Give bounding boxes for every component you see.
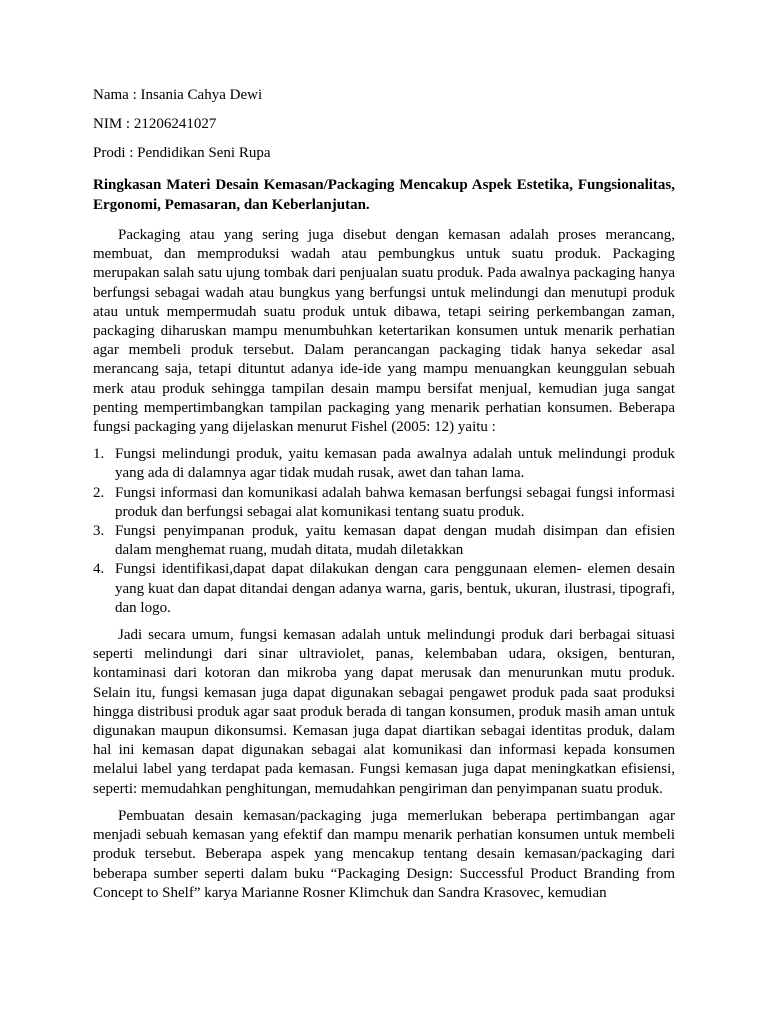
list-item xyxy=(93,484,675,522)
list-item xyxy=(93,445,675,483)
list-item-number: 4. xyxy=(93,561,105,578)
document-title: Ringkasan Materi Desain Kemasan/Packaging Mencakup Aspek Estetika, Fungsionalitas, Ergonomi, Pemasaran, dan Keberlanjutan. xyxy=(93,177,675,213)
list-item xyxy=(93,522,675,560)
packaging-functions-list xyxy=(93,445,675,618)
paragraph-intro: Packaging atau yang sering juga disebut dengan kemasan adalah proses merancang, membuat, dan memproduksi wadah atau pembungkus untuk suatu produk. Packaging merupakan salah satu ujung tombak dari penjualan suatu produk. Pada awalnya packaging hanya berfungsi sebagai wadah atau bungkus yang berfungsi untuk melindungi dan menutupi produk atau untuk mempermudah suatu produk untuk dibawa, tetapi seiring perkembangan zaman, packaging diharuskan mampu menumbuhkan ketertarikan konsumen untuk menarik perhatian agar membeli produk tersebut. Dalam perancangan packaging tidak hanya sekedar asal merancang saja, tetapi dituntut adanya ide-ide yang mampu menuangkan keunggulan sebuah merk atau produk sehingga tampilan desain mampu bersifat menjual, kemudian juga sangat penting mempertimbangkan tampilan packaging yang menarik perhatian konsumen. Beberapa fungsi packaging yang dijelaskan menurut Fishel (2005: 12) yaitu : xyxy=(93,227,675,436)
paragraph-design-aspects: Pembuatan desain kemasan/packaging juga memerlukan beberapa pertimbangan agar menjadi sebuah kemasan yang efektif dan mampu menarik perhatian konsumen untuk membeli produk tersebut. Beberapa aspek yang mencakup tentang desain kemasan/packaging dari beberapa sumber seperti dalam buku “Packaging Design: Successful Product Branding from Concept to Shelf” karya Marianne Rosner Klimchuk dan Sandra Krasovec, kemudian xyxy=(93,807,675,901)
study-program: Prodi : Pendidikan Seni Rupa xyxy=(93,145,271,161)
list-item-text: Fungsi melindungi produk, yaitu kemasan pada awalnya adalah untuk melindungi produk yang ada di dalamnya agar tidak mudah rusak, awet dan tahan lama. xyxy=(115,446,675,482)
document-page xyxy=(93,86,675,911)
list-item-number: 2. xyxy=(93,484,105,501)
list-item-number: 3. xyxy=(93,523,105,540)
list-item-number: 1. xyxy=(93,446,105,463)
list-item-text: Fungsi informasi dan komunikasi adalah bahwa kemasan berfungsi sebagai fungsi informasi produk dan berfungsi sebagai alat komunikasi tentang suatu produk. xyxy=(115,484,675,520)
list-item-text: Fungsi penyimpanan produk, yaitu kemasan dapat dengan mudah disimpan dan efisien dalam menghemat ruang, mudah ditata, mudah diletakkan xyxy=(115,523,675,559)
list-item xyxy=(93,560,675,618)
paragraph-summary: Jadi secara umum, fungsi kemasan adalah untuk melindungi produk dari berbagai situasi seperti melindungi dari sinar ultraviolet, panas, kelembaban udara, oksigen, benturan, kontaminasi dari kotoran dan mikroba yang dapat merusak dan menurunkan mutu produk. Selain itu, fungsi kemasan juga dapat digunakan sebagai pengawet produk pada saat produksi hingga distribusi produk agar saat produk berada di tangan konsumen, produk masih aman untuk digunakan maupun dikonsumsi. Kemasan juga dapat diartikan sebagai identitas produk, dalam hal ini kemasan dapat digunakan sebagai alat komunikasi dan informasi kepada konsumen melalui label yang terdapat pada kemasan. Fungsi kemasan juga dapat meningkatkan efisiensi, seperti: memudahkan penghitungan, memudahkan pengiriman dan penyimpanan suatu produk. xyxy=(93,627,675,797)
list-item-text: Fungsi identifikasi,dapat dapat dilakukan dengan cara penggunaan elemen- elemen desain yang kuat dan dapat ditandai dengan adanya warna, garis, bentuk, ukuran, ilustrasi, tipografi, dan logo. xyxy=(115,561,675,616)
student-name: Nama : Insania Cahya Dewi xyxy=(93,87,263,103)
student-nim: NIM : 21206241027 xyxy=(93,116,217,132)
